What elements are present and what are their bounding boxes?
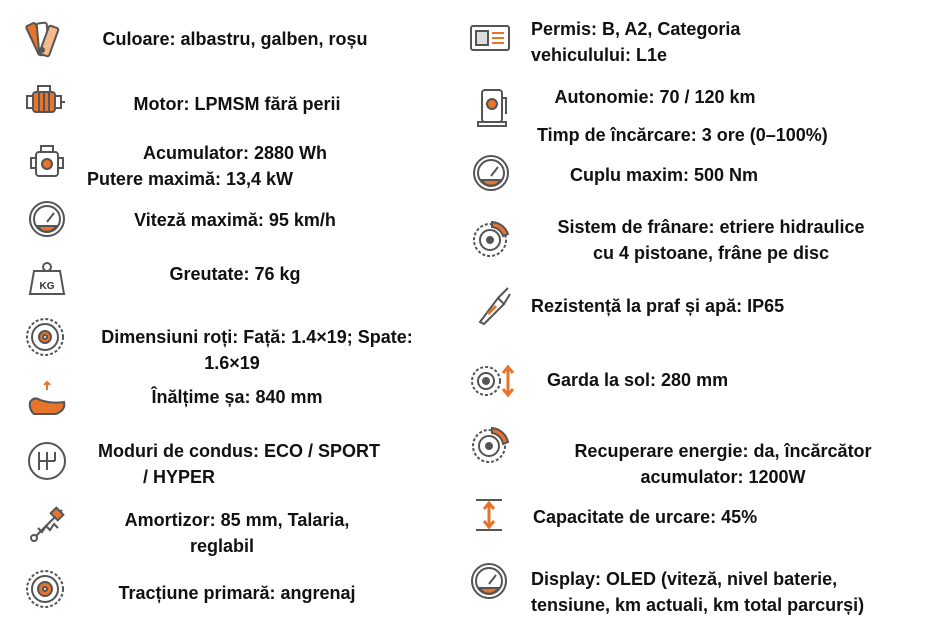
brake-disc-icon — [470, 218, 512, 260]
spec-text-line: reglabil — [189, 536, 255, 556]
spec-text-line: cu 4 pistoane, frâne pe disc — [592, 243, 830, 263]
spec-text-line: Capacitate de urcare: 45% — [533, 507, 758, 527]
spec-text-line: Garda la sol: 280 mm — [547, 370, 729, 390]
sprocket-icon — [24, 568, 66, 610]
spec-text-line: Viteză maximă: 95 km/h — [134, 210, 336, 230]
torque-gauge-icon — [470, 152, 512, 194]
spec-text-line: Cuplu maxim: 500 Nm — [570, 165, 759, 185]
spec-text-line: Culoare: albastru, galben, roșu — [102, 29, 368, 49]
spec-text-line: Moduri de condus: ECO / SPORT — [97, 441, 380, 461]
spec-text-line: Timp de încărcare: 3 ore (0–100%) — [537, 125, 828, 145]
spec-text-line: Recuperare energie: da, încărcător — [574, 441, 872, 461]
spec-text-line: Sistem de frânare: etriere hidraulice — [557, 217, 865, 237]
svg-text:KG: KG — [39, 281, 55, 292]
ground-clearance-icon — [470, 360, 516, 402]
spec-text-line: Acumulator: 2880 Wh — [142, 143, 328, 163]
spec-text-line: vehiculului: L1e — [531, 45, 668, 65]
spec-text-line: Permis: B, A2, Categoria — [531, 19, 741, 39]
spec-text-line: / HYPER — [142, 467, 216, 487]
sealant-tube-icon — [472, 284, 514, 326]
license-icon — [468, 16, 512, 58]
spec-text-line: Display: OLED (viteză, nivel baterie, — [531, 569, 838, 589]
display-gauge-icon — [468, 560, 510, 602]
spec-text-line: tensiune, km actuali, km total parcurși) — [531, 595, 865, 615]
spec-text-line: acumulator: 1200W — [640, 467, 806, 487]
spec-text-line: Autonomie: 70 / 120 km — [554, 87, 756, 107]
spec-text-line: Amortizor: 85 mm, Talaria, — [124, 510, 350, 530]
energy-recovery-icon — [470, 424, 512, 466]
climb-capacity-icon — [470, 494, 508, 536]
spec-text-line: Rezistență la praf și apă: IP65 — [531, 296, 785, 316]
motor-icon — [24, 80, 66, 122]
spec-text-line: Tracțiune primară: angrenaj — [118, 583, 356, 603]
spec-text-line: Motor: LPMSM fără perii — [133, 94, 341, 114]
spec-text-line: Putere maximă: 13,4 kW — [86, 169, 294, 189]
spec-text-line: Înălțime șa: 840 mm — [151, 387, 323, 407]
spec-text-line: 1.6×19 — [204, 353, 260, 373]
spec-text-line: Greutate: 76 kg — [169, 264, 301, 284]
spec-text-line: Dimensiuni roți: Față: 1.4×19; Spate: — [101, 327, 413, 347]
